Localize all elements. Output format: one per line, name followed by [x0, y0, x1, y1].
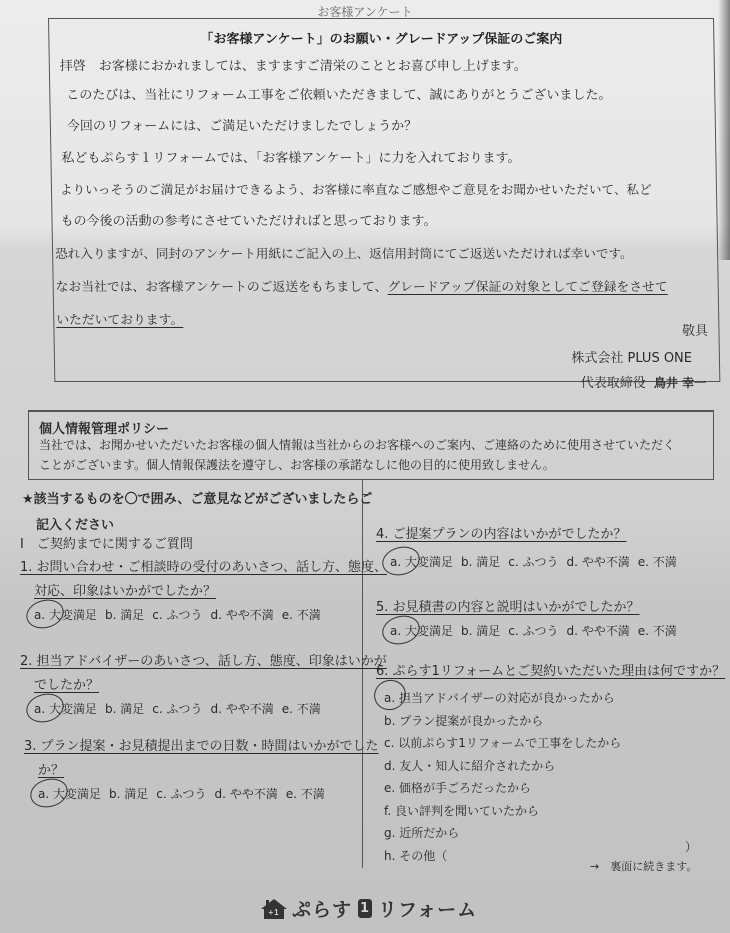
option-a[interactable]: a. 大変満足: [34, 608, 97, 622]
continued-note: → 裏面に続きます。: [590, 860, 698, 873]
option-d[interactable]: d. やや不満: [210, 608, 274, 622]
company-name: 株式会社 PLUS ONE: [571, 351, 692, 366]
letter-title: 「お客様アンケート」のお願い・グレードアップ保証のご案内: [200, 32, 563, 47]
question-3: [24, 735, 379, 802]
question-4: [376, 523, 677, 570]
option-a[interactable]: a. 大変満足: [34, 702, 97, 716]
letter-box: [48, 18, 720, 382]
option-a[interactable]: a. 大変満足: [38, 787, 101, 801]
question-6: [376, 660, 725, 684]
rating-options: [24, 785, 379, 802]
guarantee-line: [56, 276, 668, 295]
guarantee-line2: いただいております。: [56, 313, 184, 328]
letter-line: 私どもぷらす１リフォームでは、「お客様アンケート」に力を入れております。: [61, 151, 521, 166]
brand-logo: [260, 895, 477, 922]
instructions-line2: 記入ください: [36, 518, 115, 533]
privacy-line: 当社では、お聞かせいただいたお客様の個人情報は当社からのお客様へのご案内、ご連絡のために使用させていただく: [39, 438, 676, 452]
option-d[interactable]: d. やや不満: [566, 555, 630, 569]
svg-text:+1: +1: [268, 907, 280, 917]
question-text: 4. ご提案プランの内容はいかがでしたか？: [376, 527, 627, 542]
question-text-cont: か？: [38, 763, 65, 778]
option-d[interactable]: d. やや不満: [214, 787, 278, 801]
question-2: [20, 650, 387, 717]
reason-c[interactable]: c. 以前ぷらす1リフォームで工事をしたから: [384, 736, 622, 750]
option-b[interactable]: b. 満足: [460, 555, 501, 569]
letter-line: よりいっそうのご満足がお届けできるよう、お客様に率直なご感想やご意見をお聞かせいただいて、私ど: [59, 182, 652, 197]
option-e[interactable]: e. 不満: [637, 624, 677, 638]
rating-options: [376, 553, 677, 570]
option-c[interactable]: c. ふつう: [508, 555, 559, 569]
option-e[interactable]: e. 不満: [281, 702, 321, 716]
reason-g[interactable]: g. 近所だから: [384, 826, 460, 840]
reason-f[interactable]: f. 良い評判を聞いていたから: [384, 803, 539, 818]
reason-d[interactable]: d. 友人・知人に紹介されたから: [384, 758, 556, 773]
question-text: 3. プラン提案・お見積提出までの日数・時間はいかがでした: [24, 739, 379, 754]
question-text: 2. 担当アドバイザーのあいさつ、話し方、態度、印象はいかが: [20, 654, 387, 669]
question-text: 6. ぷらす1リフォームとご契約いただいた理由は何ですか？: [376, 664, 726, 679]
option-e[interactable]: e. 不満: [285, 787, 325, 801]
reason-e[interactable]: e. 価格が手ごろだったから: [384, 781, 532, 795]
option-a[interactable]: a. 大変満足: [390, 624, 453, 638]
rating-options: [20, 606, 387, 623]
option-a[interactable]: a. 大変満足: [390, 555, 453, 569]
letter-line: もの今後の活動の参考にさせていただければと思っております。: [60, 214, 437, 229]
reason-list: [384, 687, 621, 867]
instructions-line1: ★該当するものを〇で囲み、ご意見などがございましたらご: [22, 492, 373, 507]
logo-text-before: ぷらす: [292, 899, 353, 921]
option-c[interactable]: c. ふつう: [156, 787, 207, 801]
privacy-line: ことがございます。個人情報保護法を遵守し、お客様の承諾なしに他の目的に使用致しません。: [39, 458, 555, 472]
option-e[interactable]: e. 不満: [637, 555, 677, 569]
reason-b[interactable]: b. プラン提案が良かったから: [384, 713, 544, 728]
option-c[interactable]: c. ふつう: [508, 624, 559, 638]
page-header: お客様アンケート: [317, 5, 413, 19]
representative-name: 鳥井 幸一: [653, 376, 706, 390]
survey-instructions: [22, 487, 372, 539]
guarantee-prefix: なお当社では、お客様アンケートのご返送をもちまして、: [55, 280, 388, 295]
representative-title: 代表取締役: [580, 376, 646, 391]
option-e[interactable]: e. 不満: [281, 608, 321, 622]
option-d[interactable]: d. やや不満: [566, 624, 630, 638]
question-5: [376, 596, 677, 639]
option-b[interactable]: b. 満足: [104, 702, 145, 716]
logo-one-badge: 1: [359, 901, 371, 916]
other-close-paren: ）: [685, 840, 698, 854]
privacy-title: 個人情報管理ポリシー: [39, 422, 170, 437]
letter-line: このたびは、当社にリフォーム工事をご依頼いただきまして、誠にありがとうございました。: [66, 88, 612, 103]
representative: [581, 372, 706, 391]
option-c[interactable]: c. ふつう: [152, 608, 203, 622]
reason-h-other[interactable]: h. その他（: [384, 848, 448, 863]
question-text: 1. お問い合わせ・ご相談時の受付のあいさつ、話し方、態度、: [20, 560, 388, 575]
letter-line: 今回のリフォームには、ご満足いただけましたでしょうか？: [66, 119, 418, 134]
rating-options: [20, 700, 387, 717]
question-text-cont: 対応、印象はいかがでしたか？: [34, 584, 217, 599]
privacy-box: [28, 410, 714, 480]
guarantee-underlined: グレードアップ保証の対象としてご登録をさせて: [387, 280, 668, 295]
letter-line: 拝啓 お客様におかれましては、ますますご清栄のこととお喜び申し上げます。: [59, 59, 527, 74]
option-b[interactable]: b. 満足: [108, 787, 149, 801]
question-text: 5. お見積書の内容と説明はいかがでしたか？: [376, 600, 640, 615]
option-c[interactable]: c. ふつう: [152, 702, 203, 716]
reason-a[interactable]: a. 担当アドバイザーの対応が良かったから: [384, 687, 621, 710]
option-b[interactable]: b. 満足: [460, 624, 501, 638]
option-b[interactable]: b. 満足: [104, 608, 145, 622]
logo-text-after: リフォーム: [378, 899, 478, 921]
closing: 敬具: [681, 324, 708, 339]
section-title: Ⅰ ご契約までに関するご質問: [20, 537, 193, 552]
page-edge-shadow: [718, 0, 730, 260]
question-text-cont: でしたか？: [34, 678, 100, 693]
question-1: [20, 556, 387, 623]
house-plus-one-icon: [260, 898, 288, 920]
rating-options: [376, 622, 677, 639]
option-d[interactable]: d. やや不満: [210, 702, 274, 716]
letter-line: 恐れ入りますが、同封のアンケート用紙にご記入の上、返信用封筒にてご返送いただければ幸いです。: [54, 246, 633, 261]
